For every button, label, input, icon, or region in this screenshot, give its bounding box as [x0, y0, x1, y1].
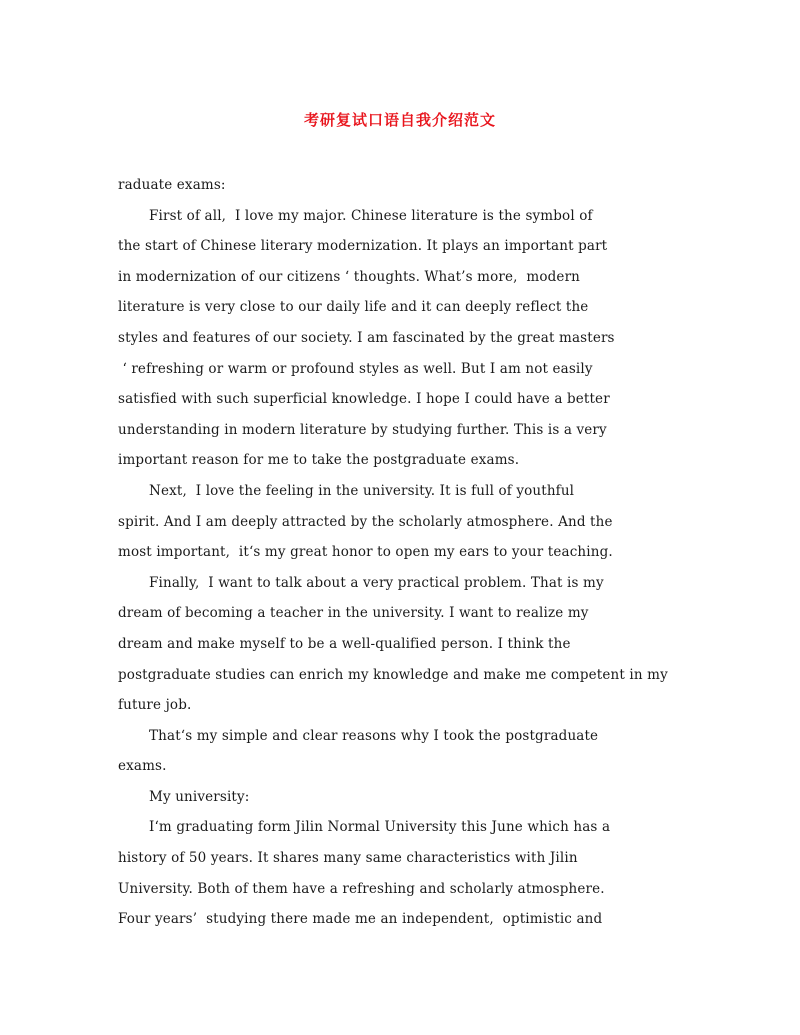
page-title: 考研复试口语自我介绍范文: [303, 111, 496, 129]
text-line: understanding in modern literature by studying further. This is a very: [118, 421, 607, 438]
text-line: literature is very close to our daily life and it can deeply reflect the: [118, 299, 589, 316]
text-line: My university:: [149, 788, 250, 805]
text-line: in modernization of our citizens ‘ thoughts. What’s more, modern: [118, 268, 581, 285]
text-line: important reason for me to take the postgraduate exams.: [118, 452, 520, 469]
text-line: First of all, I love my major. Chinese literature is the symbol of: [149, 207, 593, 224]
text-line: That‘s my simple and clear reasons why I took the postgraduate: [149, 727, 599, 744]
text-line: future job.: [118, 697, 192, 714]
text-line: the start of Chinese literary modernization. It plays an important part: [118, 238, 608, 255]
text-line: raduate exams:: [118, 177, 226, 193]
text-line: styles and features of our society. I am fascinated by the great masters: [118, 329, 615, 346]
text-line: spirit. And I am deeply attracted by the scholarly atmosphere. And the: [118, 513, 613, 530]
text-line: history of 50 years. It shares many same characteristics with Jilin: [118, 850, 578, 867]
text-line: I‘m graduating form Jilin Normal University this June which has a: [149, 819, 611, 836]
text-line: postgraduate studies can enrich my knowledge and make me competent in my: [118, 666, 668, 683]
text-line: satisfied with such superficial knowledge. I hope I could have a better: [118, 391, 610, 408]
text-line: most important, it‘s my great honor to open my ears to your teaching.: [118, 544, 613, 561]
text-line: Finally, I want to talk about a very practical problem. That is my: [149, 574, 604, 591]
text-line: Four years’ studying there made me an independent, optimistic and: [118, 911, 603, 928]
text-line: dream and make myself to be a well-qualified person. I think the: [118, 635, 571, 652]
text-line: University. Both of them have a refreshing and scholarly atmosphere.: [118, 880, 605, 897]
document-body: [118, 170, 698, 935]
text-line: dream of becoming a teacher in the university. I want to realize my: [118, 605, 589, 622]
text-line: ‘ refreshing or warm or profound styles as well. But I am not easily: [118, 360, 593, 377]
text-line: Next, I love the feeling in the university. It is full of youthful: [149, 482, 575, 499]
text-line: exams.: [118, 758, 167, 775]
